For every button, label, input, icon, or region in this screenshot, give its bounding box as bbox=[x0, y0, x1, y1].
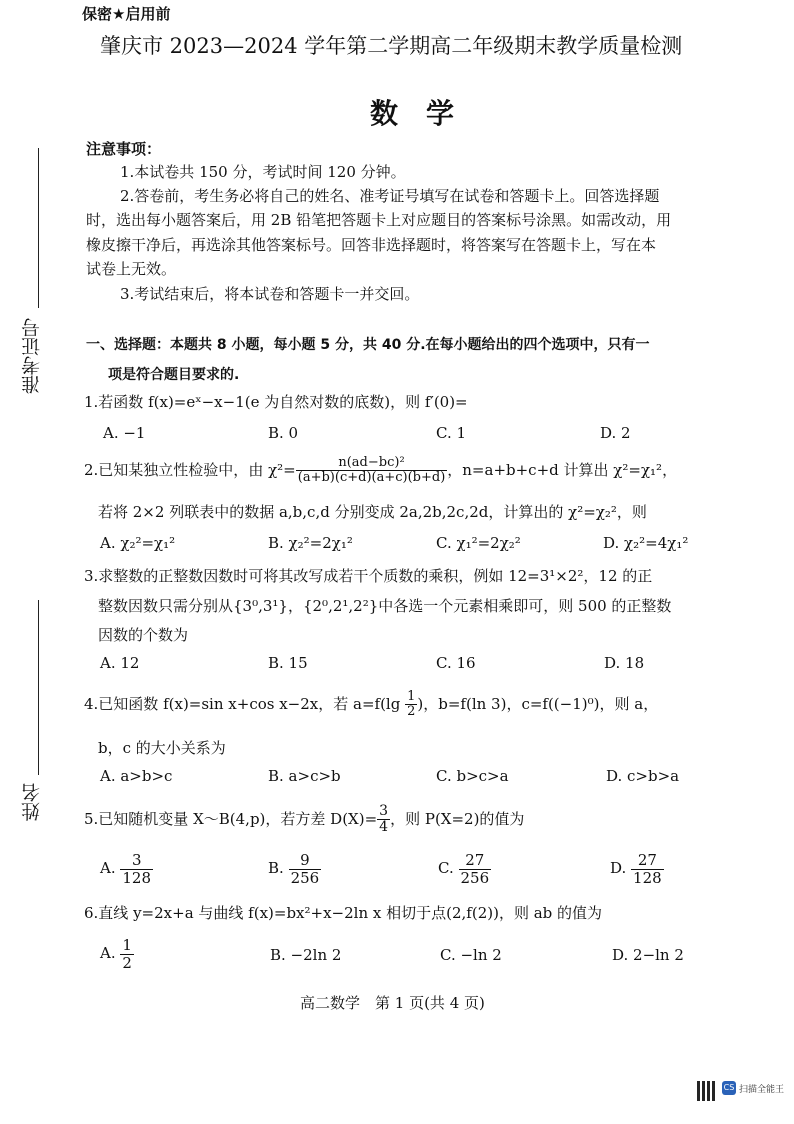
q2-option-b: B. χ₂²=2χ₁² bbox=[268, 534, 353, 552]
q5-stem bbox=[84, 804, 524, 836]
qr-code-icon bbox=[697, 1081, 717, 1101]
note-2-line-4: 试卷上无效。 bbox=[86, 260, 177, 278]
q6-option-b: B. −2ln 2 bbox=[270, 946, 342, 964]
confidential-label: 保密★启用前 bbox=[82, 5, 171, 23]
q5-option-d-numerator: 27 bbox=[631, 852, 664, 870]
q1-stem: 1.若函数 f(x)=eˣ−x−1(e 为自然对数的底数)，则 f′(0)= bbox=[84, 393, 468, 411]
subject-title: 数 学 bbox=[370, 97, 455, 130]
q5-option-d bbox=[610, 852, 664, 886]
q5-option-c-denominator: 256 bbox=[460, 868, 490, 887]
q6-option-c: C. −ln 2 bbox=[440, 946, 502, 964]
q6-option-a-denominator: 2 bbox=[122, 953, 132, 972]
exam-title: 肇庆市 2023—2024 学年第二学期高二年级期末教学质量检测 bbox=[100, 34, 683, 58]
q1-option-d: D. 2 bbox=[600, 424, 631, 442]
q6-stem: 6.直线 y=2x+a 与曲线 f(x)=bx²+x−2ln x 相切于点(2,f(2))，则 ab 的值为 bbox=[84, 904, 603, 922]
name-line bbox=[38, 600, 39, 775]
q4-option-c: C. b>c>a bbox=[436, 767, 509, 785]
q4-option-a: A. a>b>c bbox=[100, 767, 173, 785]
q4-fraction-denominator: 2 bbox=[407, 704, 416, 720]
q3-stem-line-3: 因数的个数为 bbox=[98, 626, 189, 644]
q5-stem-post: ，则 P(X=2)的值为 bbox=[390, 809, 525, 828]
q5-option-c-letter: C. bbox=[438, 859, 454, 877]
q2-fraction-numerator: n(ad−bc)² bbox=[296, 456, 448, 471]
q4-stem-post: )，b=f(ln 3)，c=f((−1)⁰)，则 a， bbox=[417, 694, 659, 713]
q3-stem-line-2: 整数因数只需分别从{3⁰,3¹}，{2⁰,2¹,2²}中各选一个元素相乘即可，则 500 的正整数 bbox=[98, 597, 672, 615]
q5-option-c-fraction bbox=[459, 852, 492, 886]
q6-option-d: D. 2−ln 2 bbox=[612, 946, 684, 964]
q5-option-a bbox=[100, 852, 153, 886]
q2-option-d: D. χ₂²=4χ₁² bbox=[603, 534, 689, 552]
q4-option-d: D. c>b>a bbox=[606, 767, 680, 785]
q5-stem-pre: 5.已知随机变量 X～B(4,p)，若方差 D(X)= bbox=[84, 809, 378, 828]
q5-option-a-fraction bbox=[120, 852, 153, 886]
q3-option-d: D. 18 bbox=[604, 654, 645, 672]
q6-option-a bbox=[100, 937, 134, 971]
q2-chi-square-fraction bbox=[296, 456, 448, 486]
q4-fraction-numerator: 1 bbox=[407, 689, 416, 704]
q4-fraction bbox=[405, 690, 417, 720]
q5-fraction-denominator: 4 bbox=[379, 819, 389, 836]
exam-id-label: 准考证号 bbox=[21, 318, 43, 394]
q5-option-b bbox=[268, 852, 321, 886]
q5-option-a-denominator: 128 bbox=[122, 868, 152, 887]
q4-stem-line-2: b，c 的大小关系为 bbox=[98, 739, 226, 757]
q5-variance-fraction bbox=[377, 804, 390, 836]
q5-option-b-letter: B. bbox=[268, 859, 284, 877]
section-1-instruction-line-2: 项是符合题目要求的. bbox=[108, 367, 240, 383]
q3-option-b: B. 15 bbox=[268, 654, 308, 672]
q5-option-a-letter: A. bbox=[100, 859, 116, 877]
q2-stem-line-2: 若将 2×2 列联表中的数据 a,b,c,d 分别变成 2a,2b,2c,2d，计算出的 χ²=χ₂²，则 bbox=[98, 503, 647, 521]
q5-option-d-fraction bbox=[631, 852, 664, 886]
q6-option-a-fraction bbox=[120, 937, 134, 971]
note-3: 3.考试结束后，将本试卷和答题卡一并交回。 bbox=[120, 285, 420, 303]
q5-option-d-denominator: 128 bbox=[633, 868, 662, 887]
q4-option-b: B. a>c>b bbox=[268, 767, 341, 785]
page-footer: 高二数学 第 1 页(共 4 页) bbox=[300, 994, 485, 1012]
q2-option-a: A. χ₂²=χ₁² bbox=[100, 534, 176, 552]
q3-option-a: A. 12 bbox=[100, 654, 140, 672]
note-2-line-1: 2.答卷前，考生务必将自己的姓名、准考证号填写在试卷和答题卡上。回答选择题 bbox=[120, 187, 660, 205]
q2-stem-pre: 2.已知某独立性检验中，由 χ²= bbox=[84, 460, 296, 479]
note-2-line-2: 时，选出每小题答案后，用 2B 铅笔把答题卡上对应题目的答案标号涂黑。如需改动，用 bbox=[86, 211, 672, 229]
q5-option-b-numerator: 9 bbox=[289, 852, 322, 870]
q6-option-a-letter: A. bbox=[100, 944, 116, 962]
q1-option-b: B. 0 bbox=[268, 424, 299, 442]
q5-option-a-numerator: 3 bbox=[120, 852, 153, 870]
q5-option-b-denominator: 256 bbox=[290, 868, 320, 887]
q5-option-c bbox=[438, 852, 491, 886]
q1-option-c: C. 1 bbox=[436, 424, 467, 442]
q5-option-c-numerator: 27 bbox=[459, 852, 492, 870]
note-2-line-3: 橡皮擦干净后，再选涂其他答案标号。回答非选择题时，将答案写在答题卡上，写在本 bbox=[86, 236, 657, 254]
q3-option-c: C. 16 bbox=[436, 654, 476, 672]
exam-id-line bbox=[38, 148, 39, 308]
q2-option-c: C. χ₁²=2χ₂² bbox=[436, 534, 521, 552]
q4-stem-pre: 4.已知函数 f(x)=sin x+cos x−2x，若 a=f(lg bbox=[84, 694, 406, 713]
notes-heading: 注意事项： bbox=[86, 140, 162, 158]
q5-option-b-fraction bbox=[289, 852, 322, 886]
q2-stem-post: ，n=a+b+c+d 计算出 χ²=χ₁²， bbox=[447, 460, 678, 479]
q3-stem-line-1: 3.求整数的正整数因数时可将其改写成若干个质数的乘积，例如 12=3¹×2²，12 的正 bbox=[84, 567, 653, 585]
camscanner-logo-icon: CS bbox=[722, 1081, 736, 1095]
q5-fraction-numerator: 3 bbox=[379, 803, 389, 819]
scanner-watermark: 扫描全能王 bbox=[739, 1085, 785, 1095]
name-label: 姓名 bbox=[21, 783, 43, 821]
q2-stem-line-1 bbox=[84, 456, 677, 486]
q2-fraction-denominator: (a+b)(c+d)(a+c)(b+d) bbox=[297, 470, 446, 486]
q6-option-a-numerator: 1 bbox=[122, 936, 132, 954]
section-1-instruction-line-1: 一、选择题：本题共 8 小题，每小题 5 分，共 40 分.在每小题给出的四个选项中，只有一 bbox=[86, 337, 650, 353]
q4-stem-line-1 bbox=[84, 690, 658, 720]
q5-option-d-letter: D. bbox=[610, 859, 627, 877]
note-1: 1.本试卷共 150 分，考试时间 120 分钟。 bbox=[120, 163, 406, 181]
q1-option-a: A. −1 bbox=[103, 424, 146, 442]
